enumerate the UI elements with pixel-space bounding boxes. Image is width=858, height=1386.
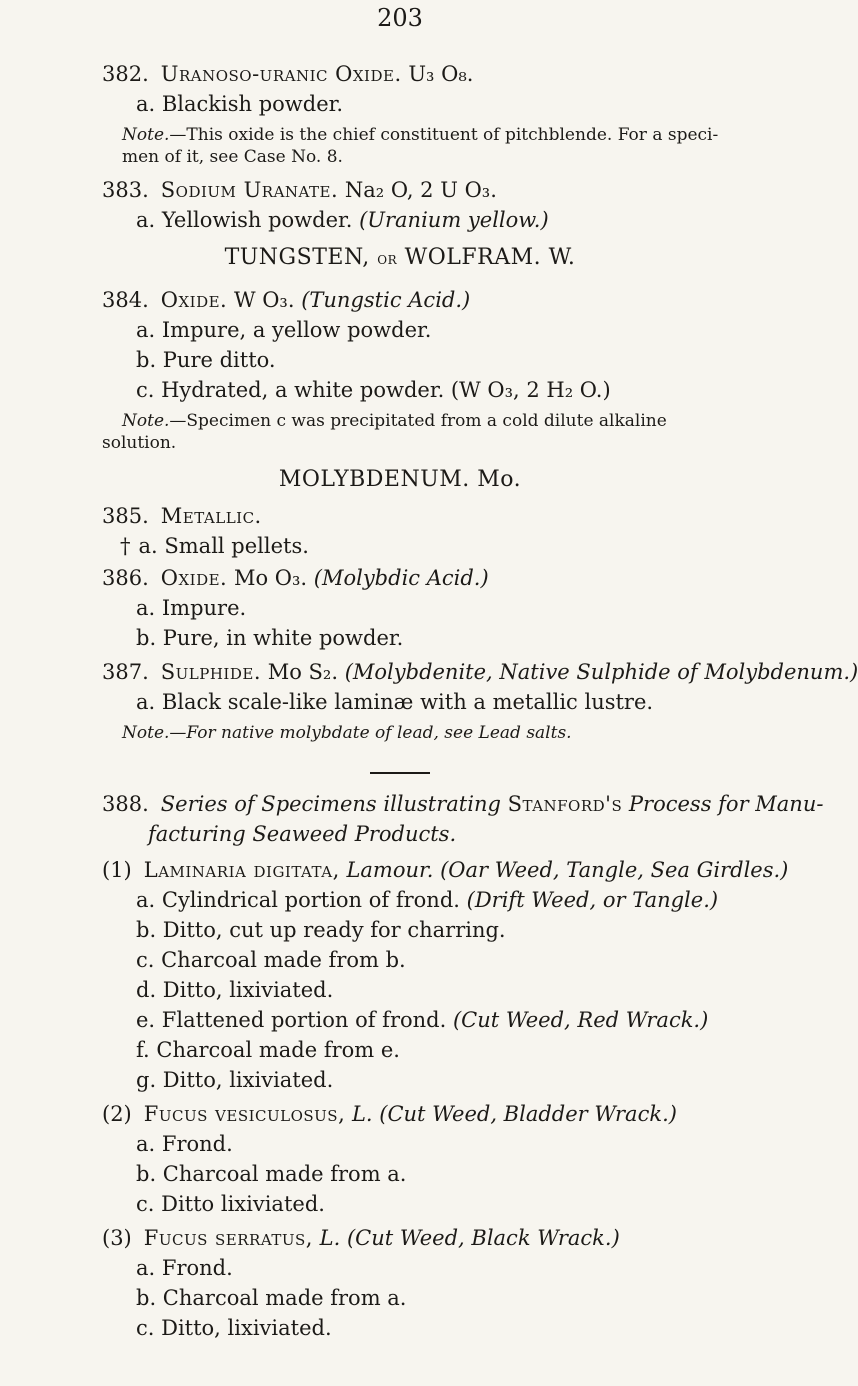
series-1-item-b: b. Ditto, cut up ready for charring.	[136, 918, 506, 942]
item-italic-text: (Cut Weed, Red Wrack.)	[452, 1008, 709, 1032]
entry-title-name: Stanford's	[507, 792, 623, 816]
entry-387-item-a: a. Black scale-like laminæ with a metallic lustre.	[136, 690, 654, 714]
section-heading-molybdenum: MOLYBDENUM. Mo.	[278, 467, 522, 492]
entry-385-heading	[102, 502, 262, 530]
series-2-item-b: b. Charcoal made from a.	[136, 1162, 407, 1186]
series-1-item-d: d. Ditto, lixiviated.	[136, 978, 334, 1002]
series-3-item-c: c. Ditto, lixiviated.	[136, 1316, 332, 1340]
common-names: (Oar Weed, Tangle, Sea Girdles.)	[440, 858, 789, 882]
entry-382-note	[122, 124, 718, 146]
entry-name: Sodium Uranate.	[160, 178, 339, 202]
entry-383-heading	[102, 176, 497, 204]
entry-italic-name: (Molybdenite, Native Sulphide of Molybdenum.)	[344, 660, 858, 684]
item-text: a. Small pellets.	[138, 534, 309, 558]
entry-384-item-a: a. Impure, a yellow powder.	[136, 318, 432, 342]
series-1-item-a	[136, 886, 718, 914]
entry-name: Uranoso-uranic Oxide.	[160, 62, 402, 86]
entry-384-note	[122, 410, 667, 432]
chemical-formula: Mo O₃.	[233, 566, 308, 590]
species-name: Fucus vesiculosus,	[143, 1102, 346, 1126]
heading-part: TUNGSTEN,	[224, 245, 370, 270]
entry-number: 387.	[102, 660, 149, 684]
common-names: (Cut Weed, Bladder Wrack.)	[379, 1102, 677, 1126]
note-text: —This oxide is the chief constituent of pitchblende. For a speci-	[169, 125, 719, 145]
entry-388-title-continued: facturing Seaweed Products.	[148, 822, 457, 846]
species-name: Laminaria digitata,	[143, 858, 340, 882]
series-1-item-g: g. Ditto, lixiviated.	[136, 1068, 334, 1092]
series-2-item-c: c. Ditto lixiviated.	[136, 1192, 325, 1216]
entry-382-note-continued: men of it, see Case No. 8.	[122, 147, 343, 167]
page-number: 203	[377, 4, 423, 32]
entry-name: Oxide.	[160, 288, 228, 312]
item-text: e. Flattened portion of frond.	[136, 1008, 447, 1032]
series-2-item-a: a. Frond.	[136, 1132, 233, 1156]
series-3-item-a: a. Frond.	[136, 1256, 233, 1280]
entry-number: 386.	[102, 566, 149, 590]
entry-title: Process for Manu-	[628, 792, 824, 816]
section-divider	[370, 772, 430, 774]
series-1-item-e	[136, 1006, 708, 1034]
series-1-heading	[102, 856, 788, 884]
item-italic-text: (Uranium yellow.)	[359, 208, 549, 232]
entry-name: Oxide.	[160, 566, 228, 590]
common-names: (Cut Weed, Black Wrack.)	[346, 1226, 620, 1250]
entry-number: 385.	[102, 504, 149, 528]
entry-387-note: Note.—For native molybdate of lead, see Lead salts.	[122, 723, 572, 743]
entry-number: 388.	[102, 792, 149, 816]
item-text: a. Yellowish powder.	[136, 208, 353, 232]
chemical-formula: Na₂ O, 2 U O₃.	[344, 178, 497, 202]
note-text: —Specimen c was precipitated from a cold dilute alkaline	[169, 411, 667, 431]
chemical-formula: U₃ O₈.	[408, 62, 474, 86]
entry-384-heading	[102, 286, 470, 314]
item-italic-text: (Drift Weed, or Tangle.)	[466, 888, 719, 912]
species-author: L.	[319, 1226, 341, 1250]
series-number: (2)	[102, 1102, 132, 1126]
entry-386-item-b: b. Pure, in white powder.	[136, 626, 404, 650]
entry-386-heading	[102, 564, 489, 592]
species-author: Lamour.	[346, 858, 434, 882]
entry-italic-name: (Molybdic Acid.)	[313, 566, 489, 590]
entry-italic-name: (Tungstic Acid.)	[301, 288, 471, 312]
chemical-formula: Mo S₂.	[267, 660, 339, 684]
entry-384-item-c: c. Hydrated, a white powder. (W O₃, 2 H₂ O.)	[136, 378, 611, 402]
note-label: Note.	[122, 125, 170, 145]
series-3-item-b: b. Charcoal made from a.	[136, 1286, 407, 1310]
entry-number: 382.	[102, 62, 149, 86]
entry-386-item-a: a. Impure.	[136, 596, 247, 620]
heading-conjunction: or	[377, 249, 398, 269]
species-name: Fucus serratus,	[143, 1226, 313, 1250]
entry-title: Series of Specimens illustrating	[160, 792, 501, 816]
series-number: (3)	[102, 1226, 132, 1250]
entry-name: Sulphide.	[160, 660, 262, 684]
entry-383-item-a	[136, 206, 549, 234]
entry-382-item-a: a. Blackish powder.	[136, 92, 344, 116]
series-3-heading	[102, 1224, 620, 1252]
note-label: Note.	[122, 411, 170, 431]
entry-name: Metallic.	[160, 504, 262, 528]
entry-384-note-continued: solution.	[102, 433, 177, 453]
entry-382-heading	[102, 60, 473, 88]
series-1-item-c: c. Charcoal made from b.	[136, 948, 406, 972]
series-number: (1)	[102, 858, 132, 882]
series-2-heading	[102, 1100, 677, 1128]
entry-387-heading	[102, 658, 858, 686]
entry-384-item-b: b. Pure ditto.	[136, 348, 276, 372]
entry-number: 384.	[102, 288, 149, 312]
section-heading-tungsten	[0, 244, 800, 273]
heading-part: WOLFRAM. W.	[404, 245, 576, 270]
species-author: L.	[351, 1102, 373, 1126]
entry-385-item-a	[120, 532, 309, 560]
entry-number: 383.	[102, 178, 149, 202]
series-1-item-f: f. Charcoal made from e.	[136, 1038, 400, 1062]
item-text: a. Cylindrical portion of frond.	[136, 888, 460, 912]
entry-388-heading	[102, 790, 823, 818]
chemical-formula: W O₃.	[233, 288, 295, 312]
dagger-mark: †	[120, 534, 131, 558]
